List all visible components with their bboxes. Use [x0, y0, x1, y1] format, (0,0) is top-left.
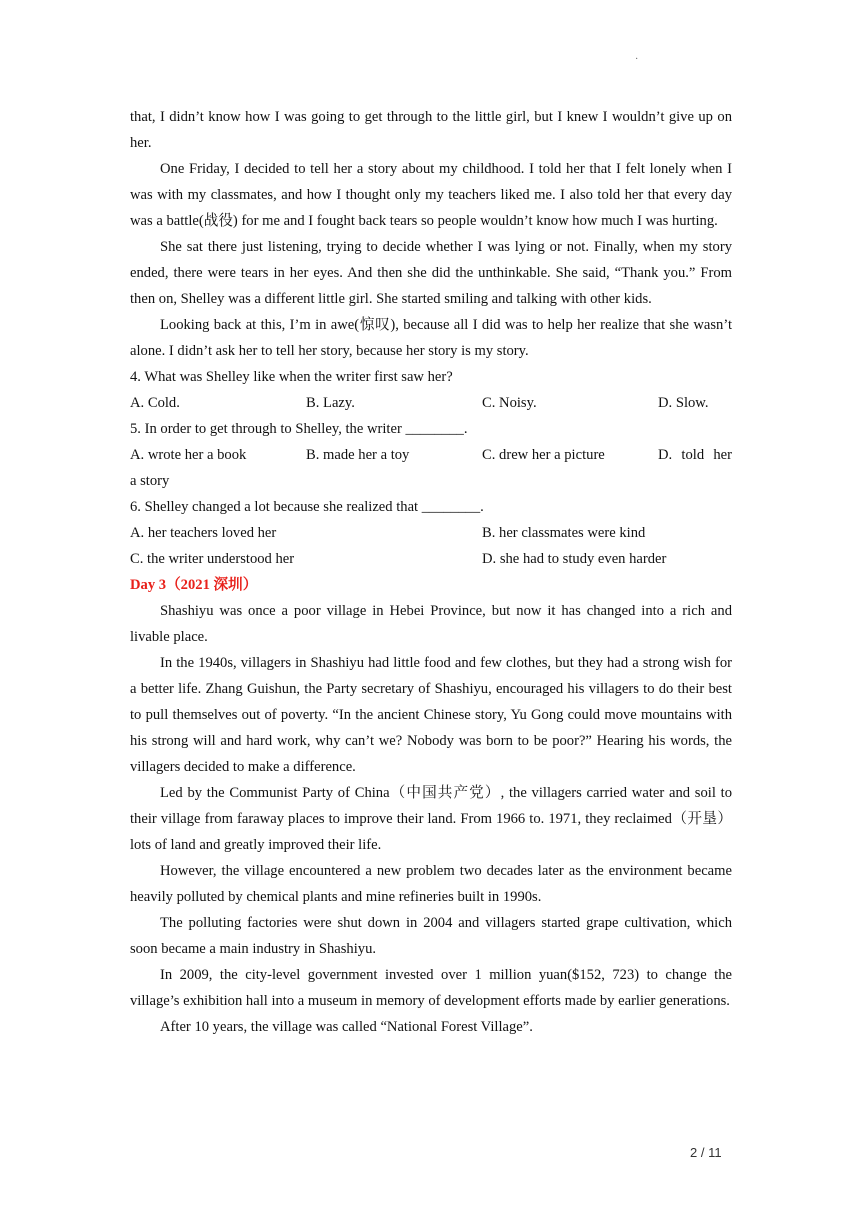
question-5-options: [130, 442, 732, 468]
paragraph: Shashiyu was once a poor village in Hebei Province, but now it has changed into a rich and livable place.: [130, 603, 732, 645]
option-d-continuation: a story: [130, 473, 170, 489]
paragraph: In the 1940s, villagers in Shashiyu had little food and few clothes, but they had a strong wish for a better life. Zhang Guishun, the Party secretary of Shashiyu, encouraged his villagers to do their best to pull themselves out of poverty. “In the ancient Chinese story, Yu Gong could move mountains with his strong will and hard work, why can’t we? Nobody was born to be poor?” Hearing his words, the villagers decided to make a difference.: [130, 655, 732, 775]
option-c: C. Noisy.: [482, 395, 537, 411]
paragraph: Led by the Communist Party of China（中国共产党）, the villagers carried water and soil to their village from faraway places to improve their land. From 1966 to. 1971, they reclaimed（开垦）lots of land and greatly improved their life.: [130, 785, 732, 853]
question-6-options-row2: [130, 546, 732, 572]
option-b: B. Lazy.: [306, 395, 355, 411]
option-a: A. wrote her a book: [130, 447, 247, 463]
option-b: B. made her a toy: [306, 447, 410, 463]
paragraph: The polluting factories were shut down in 2004 and villagers started grape cultivation, which soon became a main industry in Shashiyu.: [130, 915, 732, 957]
option-c: C. drew her a picture: [482, 447, 605, 463]
header-mark: ·: [635, 54, 639, 65]
question-4-options: [130, 390, 732, 416]
paragraph: One Friday, I decided to tell her a story about my childhood. I told her that I felt lonely when I was with my classmates, and how I thought only my teachers liked me. I also told her that every day was a battle(战役) for me and I fought back tears so people wouldn’t know how much I was hurting.: [130, 161, 732, 229]
option-c: C. the writer understood her: [130, 551, 295, 567]
option-a: A. Cold.: [130, 395, 180, 411]
question-4-stem: 4. What was Shelley like when the writer first saw her?: [130, 369, 453, 385]
option-b: B. her classmates were kind: [482, 525, 646, 541]
page-content: [130, 104, 732, 1040]
option-a: A. her teachers loved her: [130, 525, 277, 541]
option-d: D. told her: [658, 447, 732, 463]
paragraph: In 2009, the city-level government invested over 1 million yuan($152, 723) to change the village’s exhibition hall into a museum in memory of development efforts made by earlier generations.: [130, 967, 732, 1009]
paragraph: Looking back at this, I’m in awe(惊叹), because all I did was to help her realize that she wasn’t alone. I didn’t ask her to tell her story, because her story is my story.: [130, 317, 732, 359]
paragraph: After 10 years, the village was called “National Forest Village”.: [160, 1019, 533, 1035]
question-6-stem: 6. Shelley changed a lot because she realized that ________.: [130, 499, 484, 515]
page-number: 2 / 11: [690, 1145, 722, 1160]
section-heading: Day 3（2021 深圳）: [130, 577, 258, 593]
paragraph: However, the village encountered a new problem two decades later as the environment became heavily polluted by chemical plants and mine refineries built in 1990s.: [130, 863, 732, 905]
question-6-options-row1: [130, 520, 732, 546]
option-d: D. she had to study even harder: [482, 551, 667, 567]
question-5-stem: 5. In order to get through to Shelley, the writer ________.: [130, 421, 468, 437]
paragraph: She sat there just listening, trying to decide whether I was lying or not. Finally, when my story ended, there were tears in her eyes. And then she did the unthinkable. She said, “Thank you.” From then on, Shelley was a different little girl. She started smiling and talking with other kids.: [130, 239, 732, 307]
option-d: D. Slow.: [658, 395, 709, 411]
paragraph: that, I didn’t know how I was going to get through to the little girl, but I knew I wouldn’t give up on her.: [130, 109, 732, 151]
